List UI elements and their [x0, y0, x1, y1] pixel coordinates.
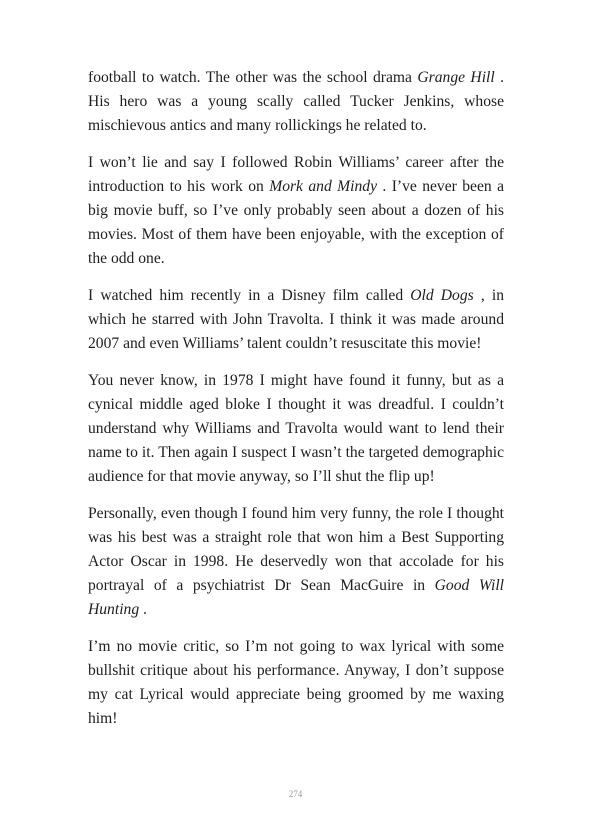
body-text	[88, 66, 504, 744]
text-run: You never know, in 1978 I might have found it funny, but as a cynical middle aged bloke I thought it was dreadful. I couldn’t understand why Williams and Travolta would want to lend their name to it. Then again I suspect I wasn’t the targeted demographic audience for that movie anyway, so I’ll shut the flip up!	[88, 372, 504, 485]
text-run: . I’ve never been a big movie buff, so I’ve only probably seen about a dozen of his movies. Most of them have been enjoyable, with the exception of the odd one.	[88, 178, 505, 267]
paragraph	[88, 369, 504, 489]
paragraph	[88, 635, 504, 731]
paragraph	[88, 284, 504, 356]
page-number: 274	[288, 789, 303, 799]
title-italic: Old Dogs	[410, 287, 474, 304]
text-run: I’m no movie critic, so I’m not going to wax lyrical with some bullshit critique about his performance. Anyway, I don’t suppose my cat Lyrical would appreciate being groomed by me waxing him!	[88, 638, 504, 727]
paragraph	[88, 502, 504, 622]
text-run: .	[139, 601, 147, 618]
text-run: Personally, even though I found him very funny, the role I thought was his best was a straight role that won him a Best Supporting Actor Oscar in 1998. He deservedly won that accolade for his portrayal of a psychiatrist Dr Sean MacGuire in	[88, 505, 504, 594]
text-run: football to watch. The other was the school drama	[88, 69, 418, 86]
title-italic: Mork and Mindy	[269, 178, 378, 195]
text-run: , in which he starred with John Travolta. I think it was made around 2007 and even Williams’ talent couldn’t resuscitate this movie!	[88, 287, 504, 352]
text-run: I won’t lie and say I followed Robin Williams’ career after the introduction to his work on	[88, 154, 504, 195]
title-italic: Grange Hill	[417, 69, 495, 86]
text-run: I watched him recently in a Disney film called	[88, 287, 411, 304]
paragraph	[88, 151, 504, 271]
title-italic: Good Will Hunting	[88, 577, 504, 618]
text-run: . His hero was a young scally called Tucker Jenkins, whose mischievous antics and many rollickings he related to.	[88, 69, 505, 134]
paragraph	[88, 66, 504, 138]
